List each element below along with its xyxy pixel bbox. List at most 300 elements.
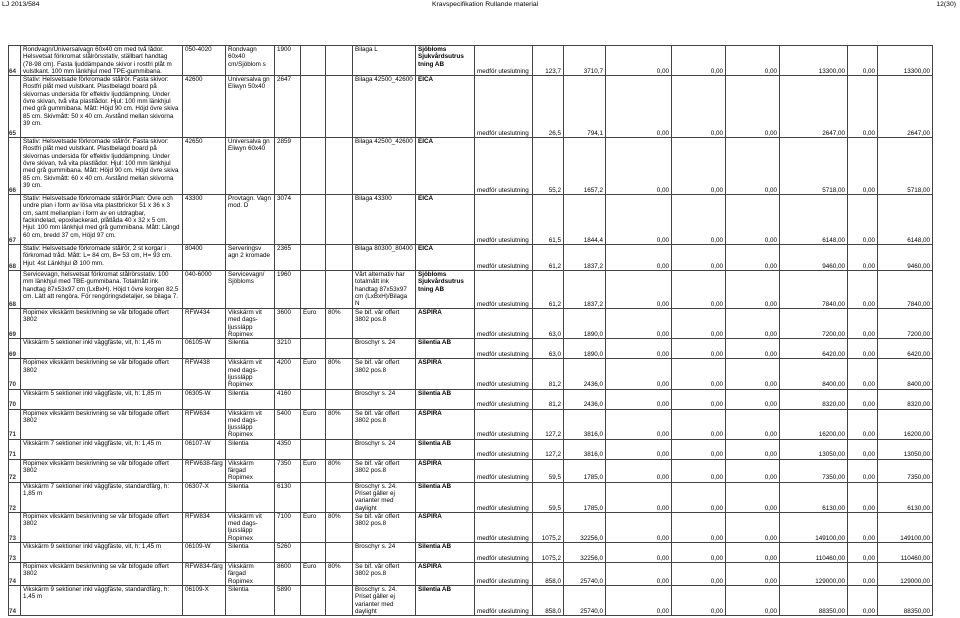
value-1: 55,2 [533,138,564,195]
page-number: 12(30) [936,1,956,8]
value-1: 81,2 [533,389,564,409]
value-7: 0,00 [848,46,878,76]
supplier: Silentia AB [416,439,475,459]
cost-note: medför uteslutning [475,309,533,339]
value-3: 0,00 [606,482,672,512]
value-2: 3816,0 [564,409,606,439]
discount: 80% [326,309,353,339]
value-4: 0,00 [672,359,726,389]
article-number: RFW438 [183,359,226,389]
value-5: 0,00 [726,359,780,389]
value-8: 8400,00 [878,359,933,389]
value-4: 0,00 [672,585,726,615]
supplier: Silentia AB [416,482,475,512]
value-2: 1837,2 [564,245,606,271]
model-name: Rondvagn 60x40 cm/Sjöblom s [226,46,275,76]
value-6: 7840,00 [780,271,848,309]
row-number: 68 [9,271,21,309]
value-2: 1785,0 [564,482,606,512]
item-description: Vikskärm 5 sektioner inkl väggfäste, vit, h: 1,45 m [21,339,183,359]
value-6: 7200,00 [780,309,848,339]
model-name: Silentia [226,389,275,409]
item-description: Ropimex vikskärm beskrivning se vår bifogade offert 3802 [21,563,183,586]
article-number: 06109-W [183,543,226,563]
currency: Euro [301,359,326,389]
value-7: 0,00 [848,439,878,459]
cost-note: medför uteslutning [475,339,533,359]
item-description: Vikskärm 7 sektioner inkl väggfäste, standardfärg, h: 1,85 m [21,482,183,512]
discount [326,76,353,138]
table-row [9,309,933,339]
reference: Se bif. vår offert 3802 pos.8 [353,459,416,482]
value-5: 0,00 [726,482,780,512]
item-description: Vikskärm 5 sektioner inkl väggfäste, vit, h: 1,85 m [21,389,183,409]
article-number: 06107-W [183,439,226,459]
row-number: 69 [9,339,21,359]
value-2: 1837,2 [564,271,606,309]
value-2: 3816,0 [564,439,606,459]
reference: Vårt alternativ har totalmått ink handtag 87x53x97 cm (LxBxH)/Bilaga N [353,271,416,309]
value-6: 6148,00 [780,195,848,245]
value-1: 61,5 [533,195,564,245]
reference: Bilaga 43300 [353,195,416,245]
discount [326,339,353,359]
cost-note: medför uteslutning [475,543,533,563]
value-5: 0,00 [726,309,780,339]
value-7: 0,00 [848,359,878,389]
item-description: Vikskärm 7 sektioner inkl väggfäste, vit, h: 1,45 m [21,439,183,459]
value-3: 0,00 [606,512,672,542]
article-number: RFW634 [183,409,226,439]
value-6: 13050,00 [780,439,848,459]
row-number: 73 [9,512,21,542]
unit-price: 3074 [275,195,301,245]
row-number: 71 [9,409,21,439]
reference: Se bif. vår offert 3802 pos.8 [353,563,416,586]
value-5: 0,00 [726,46,780,76]
model-name: Silentia [226,543,275,563]
value-6: 6420,00 [780,339,848,359]
value-3: 0,00 [606,389,672,409]
discount [326,271,353,309]
value-3: 0,00 [606,195,672,245]
discount [326,138,353,195]
value-5: 0,00 [726,195,780,245]
table-row [9,482,933,512]
row-number: 71 [9,439,21,459]
row-number: 65 [9,76,21,138]
value-6: 9460,00 [780,245,848,271]
row-number: 66 [9,138,21,195]
value-4: 0,00 [672,543,726,563]
value-1: 127,2 [533,409,564,439]
value-3: 0,00 [606,543,672,563]
row-number: 74 [9,585,21,615]
value-4: 0,00 [672,563,726,586]
value-5: 0,00 [726,271,780,309]
value-7: 0,00 [848,271,878,309]
value-8: 16200,00 [878,409,933,439]
supplier: EICA [416,195,475,245]
value-8: 6130,00 [878,482,933,512]
value-1: 1075,2 [533,512,564,542]
value-7: 0,00 [848,512,878,542]
value-6: 8400,00 [780,359,848,389]
row-number: 74 [9,563,21,586]
table-row [9,195,933,245]
value-7: 0,00 [848,76,878,138]
reference: Broschyr s. 24 [353,543,416,563]
item-description: Rondvagn/Universalvagn 60x40 cm med två lådor. Helsvetsat förkromat stålrörsstativ, ställbart handtag (78-98 cm). Fasta ljuddämpande skivor i rostfri plåt m vulstkant. 100 mm länkhjul med TPE-gummibana. [21,46,183,76]
cost-note: medför uteslutning [475,76,533,138]
model-name: Vikskärm färgad Ropimex [226,563,275,586]
value-5: 0,00 [726,409,780,439]
table-row [9,46,933,76]
discount: 80% [326,512,353,542]
value-7: 0,00 [848,138,878,195]
model-name: Silentia [226,482,275,512]
value-3: 0,00 [606,309,672,339]
table-row [9,409,933,439]
value-5: 0,00 [726,585,780,615]
cost-note: medför uteslutning [475,482,533,512]
value-6: 13300,00 [780,46,848,76]
reference: Broschyr s. 24. Priset gäller ej varianter med daylight [353,482,416,512]
model-name: Serveringsv agn 2 kromade [226,245,275,271]
discount: 80% [326,563,353,586]
row-number: 70 [9,389,21,409]
value-8: 129000,00 [878,563,933,586]
cost-note: medför uteslutning [475,389,533,409]
value-5: 0,00 [726,389,780,409]
value-1: 61,2 [533,245,564,271]
value-8: 13300,00 [878,46,933,76]
value-7: 0,00 [848,585,878,615]
item-description: Vikskärm 9 sektioner inkl väggfäste, vit, h: 1,45 m [21,543,183,563]
value-5: 0,00 [726,439,780,459]
article-number: 06109-X [183,585,226,615]
table-row [9,339,933,359]
unit-price: 5890 [275,585,301,615]
article-number: 040-6000 [183,271,226,309]
value-8: 7200,00 [878,309,933,339]
value-4: 0,00 [672,138,726,195]
model-name: Universalva gn Eliwyn 60x40 [226,138,275,195]
value-5: 0,00 [726,512,780,542]
model-name: Provtagn. Vagn mod. D [226,195,275,245]
value-4: 0,00 [672,439,726,459]
discount [326,585,353,615]
reference: Se bif. vår offert 3802 pos.8 [353,359,416,389]
value-1: 59,5 [533,482,564,512]
model-name: Silentia [226,585,275,615]
currency: Euro [301,409,326,439]
currency [301,138,326,195]
reference: Broschyr s. 24 [353,389,416,409]
cost-note: medför uteslutning [475,46,533,76]
value-5: 0,00 [726,543,780,563]
value-8: 7350,00 [878,459,933,482]
currency [301,245,326,271]
cost-note: medför uteslutning [475,459,533,482]
cost-note: medför uteslutning [475,409,533,439]
value-2: 3710,7 [564,46,606,76]
value-1: 858,0 [533,585,564,615]
value-5: 0,00 [726,138,780,195]
currency [301,585,326,615]
cost-note: medför uteslutning [475,138,533,195]
cost-note: medför uteslutning [475,359,533,389]
value-1: 59,5 [533,459,564,482]
model-name: Vikskärm vit med dags-ljussläpp Ropimex [226,512,275,542]
currency: Euro [301,563,326,586]
table-row [9,138,933,195]
article-number: RFW638-färg [183,459,226,482]
reference: Broschyr s. 24 [353,439,416,459]
unit-price: 4200 [275,359,301,389]
value-2: 2436,0 [564,359,606,389]
value-5: 0,00 [726,459,780,482]
table-row [9,543,933,563]
row-number: 72 [9,459,21,482]
reference: Bilaga 42500_42600 [353,76,416,138]
unit-price: 5400 [275,409,301,439]
value-5: 0,00 [726,245,780,271]
value-8: 6420,00 [878,339,933,359]
item-description: Ropimex vikskärm beskrivning se vår bifogade offert 3802 [21,459,183,482]
value-2: 1785,0 [564,459,606,482]
value-1: 127,2 [533,439,564,459]
value-6: 6130,00 [780,482,848,512]
supplier: EICA [416,76,475,138]
value-7: 0,00 [848,563,878,586]
discount [326,482,353,512]
value-7: 0,00 [848,195,878,245]
item-description: Ropimex vikskärm beskrivning se vår bifogade offert 3802 [21,309,183,339]
article-number: RFW434 [183,309,226,339]
spec-table [8,45,933,616]
discount [326,46,353,76]
value-8: 5718,00 [878,138,933,195]
value-4: 0,00 [672,409,726,439]
discount [326,245,353,271]
table-row [9,76,933,138]
reference: Broschyr s. 24. Priset gäller ej varianter med daylight [353,585,416,615]
reference: Bilaga 80300_80400 [353,245,416,271]
cost-note: medför uteslutning [475,439,533,459]
supplier: EICA [416,138,475,195]
value-8: 88350,00 [878,585,933,615]
value-8: 13050,00 [878,439,933,459]
value-5: 0,00 [726,76,780,138]
row-number: 67 [9,195,21,245]
value-1: 61,2 [533,271,564,309]
model-name: Vikskärm färgad Ropimex [226,459,275,482]
value-6: 2647,00 [780,76,848,138]
row-number: 64 [9,46,21,76]
value-4: 0,00 [672,309,726,339]
value-2: 1844,4 [564,195,606,245]
unit-price: 8600 [275,563,301,586]
value-6: 8320,00 [780,389,848,409]
value-2: 32256,0 [564,543,606,563]
value-4: 0,00 [672,195,726,245]
value-8: 6148,00 [878,195,933,245]
value-4: 0,00 [672,512,726,542]
unit-price: 1900 [275,46,301,76]
table-row [9,563,933,586]
supplier: ASPIRA [416,359,475,389]
unit-price: 2647 [275,76,301,138]
currency [301,339,326,359]
value-2: 1890,0 [564,339,606,359]
item-description: Stativ: Helsvetsade förkromade stålrör. Fasta skivor: Rostfri plåt med vulstkant. Plastbelagd board på skivornas undersida för effektiv ljuddämpning. Under övre skivan, två vita plastlådor. Hjul: 100 mm länkhjul med grå gummibana. Mått: Höjd 90 cm. Höjd övre skiva 85 cm. Skivmått: 60 x 40 cm. Avstånd mellan skivorna 39 cm. [21,138,183,195]
unit-price: 7350 [275,459,301,482]
supplier: Silentia AB [416,585,475,615]
value-5: 0,00 [726,563,780,586]
value-1: 123,7 [533,46,564,76]
supplier: Silentia AB [416,339,475,359]
value-1: 26,5 [533,76,564,138]
reference: Se bif. vår offert 3802 pos.8 [353,309,416,339]
row-number: 73 [9,543,21,563]
currency [301,46,326,76]
unit-price: 1960 [275,271,301,309]
currency: Euro [301,512,326,542]
value-6: 149100,00 [780,512,848,542]
value-1: 63,0 [533,309,564,339]
value-4: 0,00 [672,76,726,138]
table-row [9,585,933,615]
article-number: 42650 [183,138,226,195]
value-1: 858,0 [533,563,564,586]
model-name: Servicevagn/ Sjöbloms [226,271,275,309]
value-3: 0,00 [606,459,672,482]
supplier: ASPIRA [416,409,475,439]
reference: Bilaga 42500_42600 [353,138,416,195]
discount: 80% [326,459,353,482]
unit-price: 2859 [275,138,301,195]
unit-price: 3210 [275,339,301,359]
value-4: 0,00 [672,271,726,309]
page-header [0,0,960,10]
currency: Euro [301,459,326,482]
table-row [9,389,933,409]
value-3: 0,00 [606,359,672,389]
model-name: Silentia [226,339,275,359]
article-number: 050-4020 [183,46,226,76]
value-8: 8320,00 [878,389,933,409]
unit-price: 4160 [275,389,301,409]
value-3: 0,00 [606,409,672,439]
row-number: 68 [9,245,21,271]
discount: 80% [326,409,353,439]
value-8: 9460,00 [878,245,933,271]
value-6: 5718,00 [780,138,848,195]
value-1: 1075,2 [533,543,564,563]
currency [301,76,326,138]
value-7: 0,00 [848,245,878,271]
value-3: 0,00 [606,271,672,309]
value-4: 0,00 [672,459,726,482]
value-6: 129000,00 [780,563,848,586]
value-7: 0,00 [848,459,878,482]
value-4: 0,00 [672,245,726,271]
model-name: Universalva gn Eliwyn 50x40 [226,76,275,138]
cost-note: medför uteslutning [475,563,533,586]
value-4: 0,00 [672,389,726,409]
item-description: Vikskärm 9 sektioner inkl väggfäste, standardfärg, h: 1,45 m [21,585,183,615]
currency [301,271,326,309]
model-name: Vikskärm vit med dags-ljussläpp Ropimex [226,409,275,439]
value-2: 32256,0 [564,512,606,542]
item-description: Stativ: Helsvetsade förkromade stålrör.Plan: Övre och undre plan i form av lösa vita plastbrickor 51 x 36 x 3 cm, samt mellanplan i form av en utdragbar, fackindelad, epoxilackerad, plåtlåda 40 x 32 x 5 cm. Hjul: 100 mm länkhjul med grå gummibana. Mått: Längd 60 cm, bredd 37 cm, Höjd 97 cm. [21,195,183,245]
row-number: 72 [9,482,21,512]
value-1: 81,2 [533,359,564,389]
unit-price: 4350 [275,439,301,459]
value-3: 0,00 [606,339,672,359]
value-4: 0,00 [672,339,726,359]
article-number: 06307-X [183,482,226,512]
value-2: 25740,0 [564,563,606,586]
value-1: 63,0 [533,339,564,359]
value-6: 110460,00 [780,543,848,563]
reference: Broschyr s. 24 [353,339,416,359]
value-3: 0,00 [606,76,672,138]
value-7: 0,00 [848,543,878,563]
currency [301,389,326,409]
value-7: 0,00 [848,309,878,339]
value-2: 25740,0 [564,585,606,615]
unit-price: 7100 [275,512,301,542]
value-2: 1657,2 [564,138,606,195]
value-6: 16200,00 [780,409,848,439]
discount: 80% [326,359,353,389]
article-number: 80400 [183,245,226,271]
value-3: 0,00 [606,46,672,76]
table-row [9,359,933,389]
value-6: 7350,00 [780,459,848,482]
article-number: 43300 [183,195,226,245]
model-name: Vikskärm vit med dags-ljussläpp Ropimex [226,359,275,389]
supplier: Silentia AB [416,543,475,563]
item-description: Ropimex vikskärm beskrivning se vår bifogade offert 3802 [21,359,183,389]
cost-note: medför uteslutning [475,271,533,309]
article-number: 42600 [183,76,226,138]
table-row [9,245,933,271]
table-row [9,512,933,542]
value-5: 0,00 [726,339,780,359]
value-7: 0,00 [848,339,878,359]
supplier: ASPIRA [416,309,475,339]
value-4: 0,00 [672,482,726,512]
supplier: ASPIRA [416,563,475,586]
row-number: 69 [9,309,21,339]
cost-note: medför uteslutning [475,512,533,542]
table-row [9,439,933,459]
value-2: 2436,0 [564,389,606,409]
discount [326,195,353,245]
value-4: 0,00 [672,46,726,76]
value-7: 0,00 [848,389,878,409]
supplier: ASPIRA [416,459,475,482]
supplier: EICA [416,245,475,271]
article-number: RFW834-färg [183,563,226,586]
supplier: Sjöbloms Sjukvårdsutrus tning AB [416,46,475,76]
supplier: ASPIRA [416,512,475,542]
discount [326,439,353,459]
reference: Se bif. vår offert 3802 pos.8 [353,409,416,439]
